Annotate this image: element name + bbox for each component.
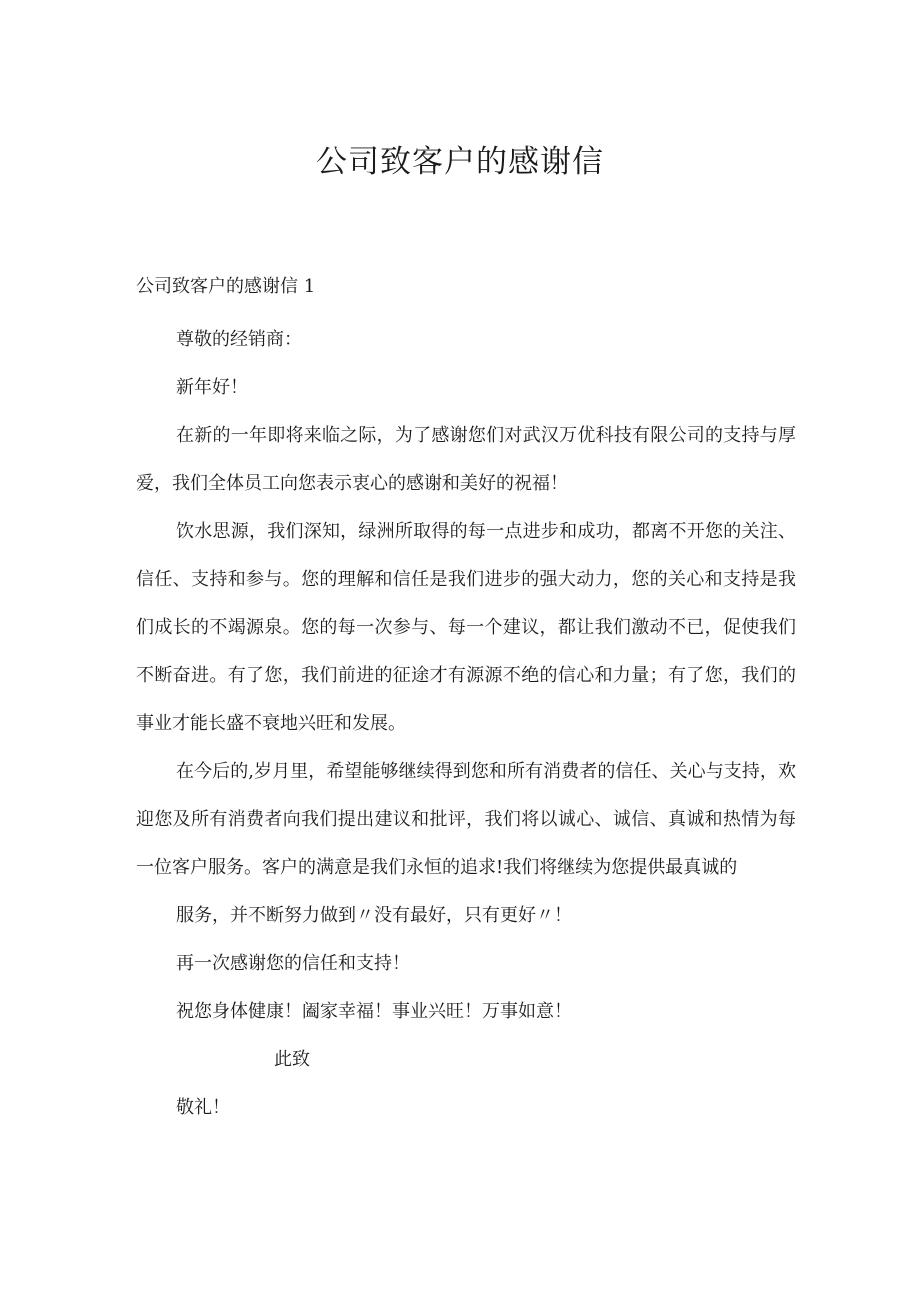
- paragraph-thanks: 在新的一年即将来临之际，为了感谢您们对武汉万优科技有限公司的支持与厚爱，我们全体员工向您表示衷心的感谢和美好的祝福！: [136, 425, 796, 494]
- closing-phrase: 此致: [274, 1049, 310, 1070]
- section-heading: 公司致客户的感谢信 1: [136, 276, 316, 297]
- regards-line: 敬礼！: [176, 1097, 230, 1118]
- paragraph-future: 在今后的,岁月里，希望能够继续得到您和所有消费者的信任、关心与支持，欢迎您及所有消费者向我们提出建议和批评，我们将以诚心、诚信、真诚和热情为每一位客户服务。客户的满意是我们永恒的追求!我们将继续为您提供最真诚的: [136, 761, 796, 878]
- greeting: 新年好！: [176, 377, 248, 398]
- letter-body: [136, 270, 796, 1132]
- salutation: 尊敬的经销商：: [176, 329, 302, 350]
- document-title: 公司致客户的感谢信: [316, 144, 604, 180]
- wishes-line: 祝您身体健康！阖家幸福！事业兴旺！万事如意！: [176, 1001, 572, 1022]
- thanks-again: 再一次感谢您的信任和支持！: [176, 953, 410, 974]
- service-line: 服务，并不断努力做到〃没有最好，只有更好〃！: [176, 905, 572, 926]
- paragraph-gratitude: 饮水思源，我们深知，绿洲所取得的每一点进步和成功，都离不开您的关注、信任、支持和参与。您的理解和信任是我们进步的强大动力，您的关心和支持是我们成长的不竭源泉。您的每一次参与、每一个建议，都让我们激动不已，促使我们不断奋进。有了您，我们前进的征途才有源源不绝的信心和力量；有了您，我们的事业才能长盛不衰地兴旺和发展。: [136, 521, 796, 734]
